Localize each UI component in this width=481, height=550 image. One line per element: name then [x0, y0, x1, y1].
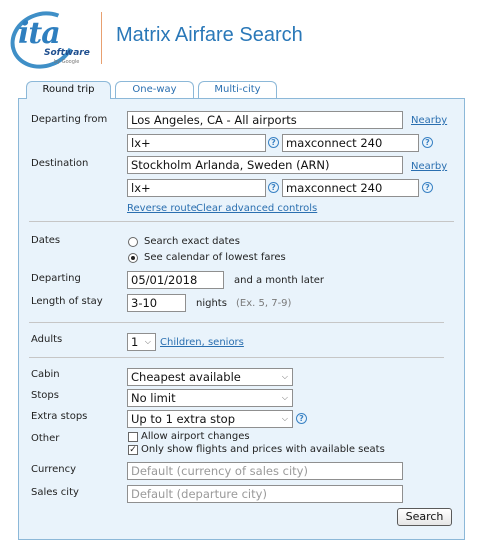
- logo-subtext: Software: [44, 48, 90, 58]
- destination-nearby-link[interactable]: Nearby: [411, 161, 448, 172]
- origin-extension-help-icon[interactable]: ?: [422, 137, 433, 148]
- adults-label: Adults: [31, 334, 63, 345]
- currency-label: Currency: [31, 464, 77, 475]
- stops-value: No limit: [131, 391, 176, 405]
- available-seats-checkbox[interactable]: ✓: [129, 445, 137, 455]
- reverse-route-link[interactable]: Reverse route: [127, 203, 197, 214]
- children-seniors-link[interactable]: Children, seniors: [160, 337, 244, 348]
- tab-multi-city[interactable]: Multi-city: [198, 81, 277, 98]
- length-of-stay-label: Length of stay: [31, 296, 103, 307]
- adults-value: 1: [131, 335, 139, 349]
- destination-extension-help-icon[interactable]: ?: [422, 182, 433, 193]
- cabin-select[interactable]: [127, 368, 293, 386]
- header: [0, 0, 481, 80]
- header-divider: [101, 12, 102, 64]
- stops-label: Stops: [31, 390, 59, 401]
- extra-stops-value: Up to 1 extra stop: [131, 412, 235, 426]
- chevron-down-icon: ⌵: [281, 372, 288, 381]
- stops-select[interactable]: [127, 389, 293, 407]
- origin-nearby-link[interactable]: Nearby: [411, 115, 448, 126]
- destination-extension-input[interactable]: maxconnect 240: [282, 179, 419, 197]
- origin-input[interactable]: Los Angeles, CA - All airports: [127, 111, 403, 129]
- chevron-down-icon: ⌵: [281, 393, 288, 402]
- extra-stops-help-icon[interactable]: ?: [296, 413, 307, 424]
- logo-text: ita: [18, 16, 60, 51]
- sales-city-label: Sales city: [31, 487, 79, 498]
- chevron-down-icon: ⌵: [281, 414, 288, 423]
- cabin-label: Cabin: [31, 369, 60, 380]
- search-form-panel: [18, 98, 465, 540]
- tab-one-way[interactable]: One-way: [115, 81, 194, 98]
- destination-input[interactable]: Stockholm Arlanda, Sweden (ARN): [127, 156, 403, 174]
- cabin-value: Cheapest available: [131, 370, 241, 384]
- section-divider: [29, 357, 444, 358]
- ita-software-logo: [10, 8, 92, 70]
- sales-city-input[interactable]: Default (departure city): [127, 485, 403, 503]
- origin-routing-help-icon[interactable]: ?: [268, 137, 279, 148]
- dates-label: Dates: [31, 235, 61, 246]
- length-of-stay-input[interactable]: 3-10: [127, 294, 186, 312]
- extra-stops-select[interactable]: [127, 410, 293, 428]
- section-divider: [29, 221, 454, 222]
- departing-date-input[interactable]: 05/01/2018: [127, 271, 224, 289]
- destination-label: Destination: [31, 158, 89, 169]
- currency-input[interactable]: Default (currency of sales city): [127, 462, 403, 480]
- departing-from-label: Departing from: [31, 114, 108, 125]
- airport-changes-checkbox[interactable]: [128, 432, 138, 442]
- origin-routing-input[interactable]: lx+: [127, 134, 266, 152]
- departing-label: Departing: [31, 273, 81, 284]
- calendar-fares-radio[interactable]: [128, 253, 138, 263]
- search-button[interactable]: Search: [397, 508, 452, 526]
- section-divider: [29, 322, 444, 323]
- tab-round-trip[interactable]: Round trip: [26, 81, 111, 99]
- origin-extension-input[interactable]: maxconnect 240: [282, 134, 419, 152]
- calendar-fares-label: See calendar of lowest fares: [144, 252, 286, 263]
- page-title: Matrix Airfare Search: [116, 24, 303, 46]
- available-seats-label: Only show flights and prices with available seats: [141, 444, 385, 455]
- departing-range-text: and a month later: [234, 275, 325, 286]
- other-label: Other: [31, 433, 60, 444]
- nights-label: nights: [196, 298, 227, 309]
- exact-dates-radio[interactable]: [128, 237, 138, 247]
- destination-routing-input[interactable]: lx+: [127, 179, 266, 197]
- exact-dates-label: Search exact dates: [144, 236, 240, 247]
- logo-byline: by Google: [54, 59, 80, 65]
- destination-routing-help-icon[interactable]: ?: [268, 182, 279, 193]
- adults-select[interactable]: [127, 333, 156, 351]
- airport-changes-label: Allow airport changes: [141, 431, 250, 442]
- extra-stops-label: Extra stops: [31, 411, 88, 422]
- clear-advanced-link[interactable]: Clear advanced controls: [196, 203, 318, 214]
- chevron-down-icon: ⌵: [144, 337, 151, 346]
- length-of-stay-hint: (Ex. 5, 7-9): [236, 298, 292, 309]
